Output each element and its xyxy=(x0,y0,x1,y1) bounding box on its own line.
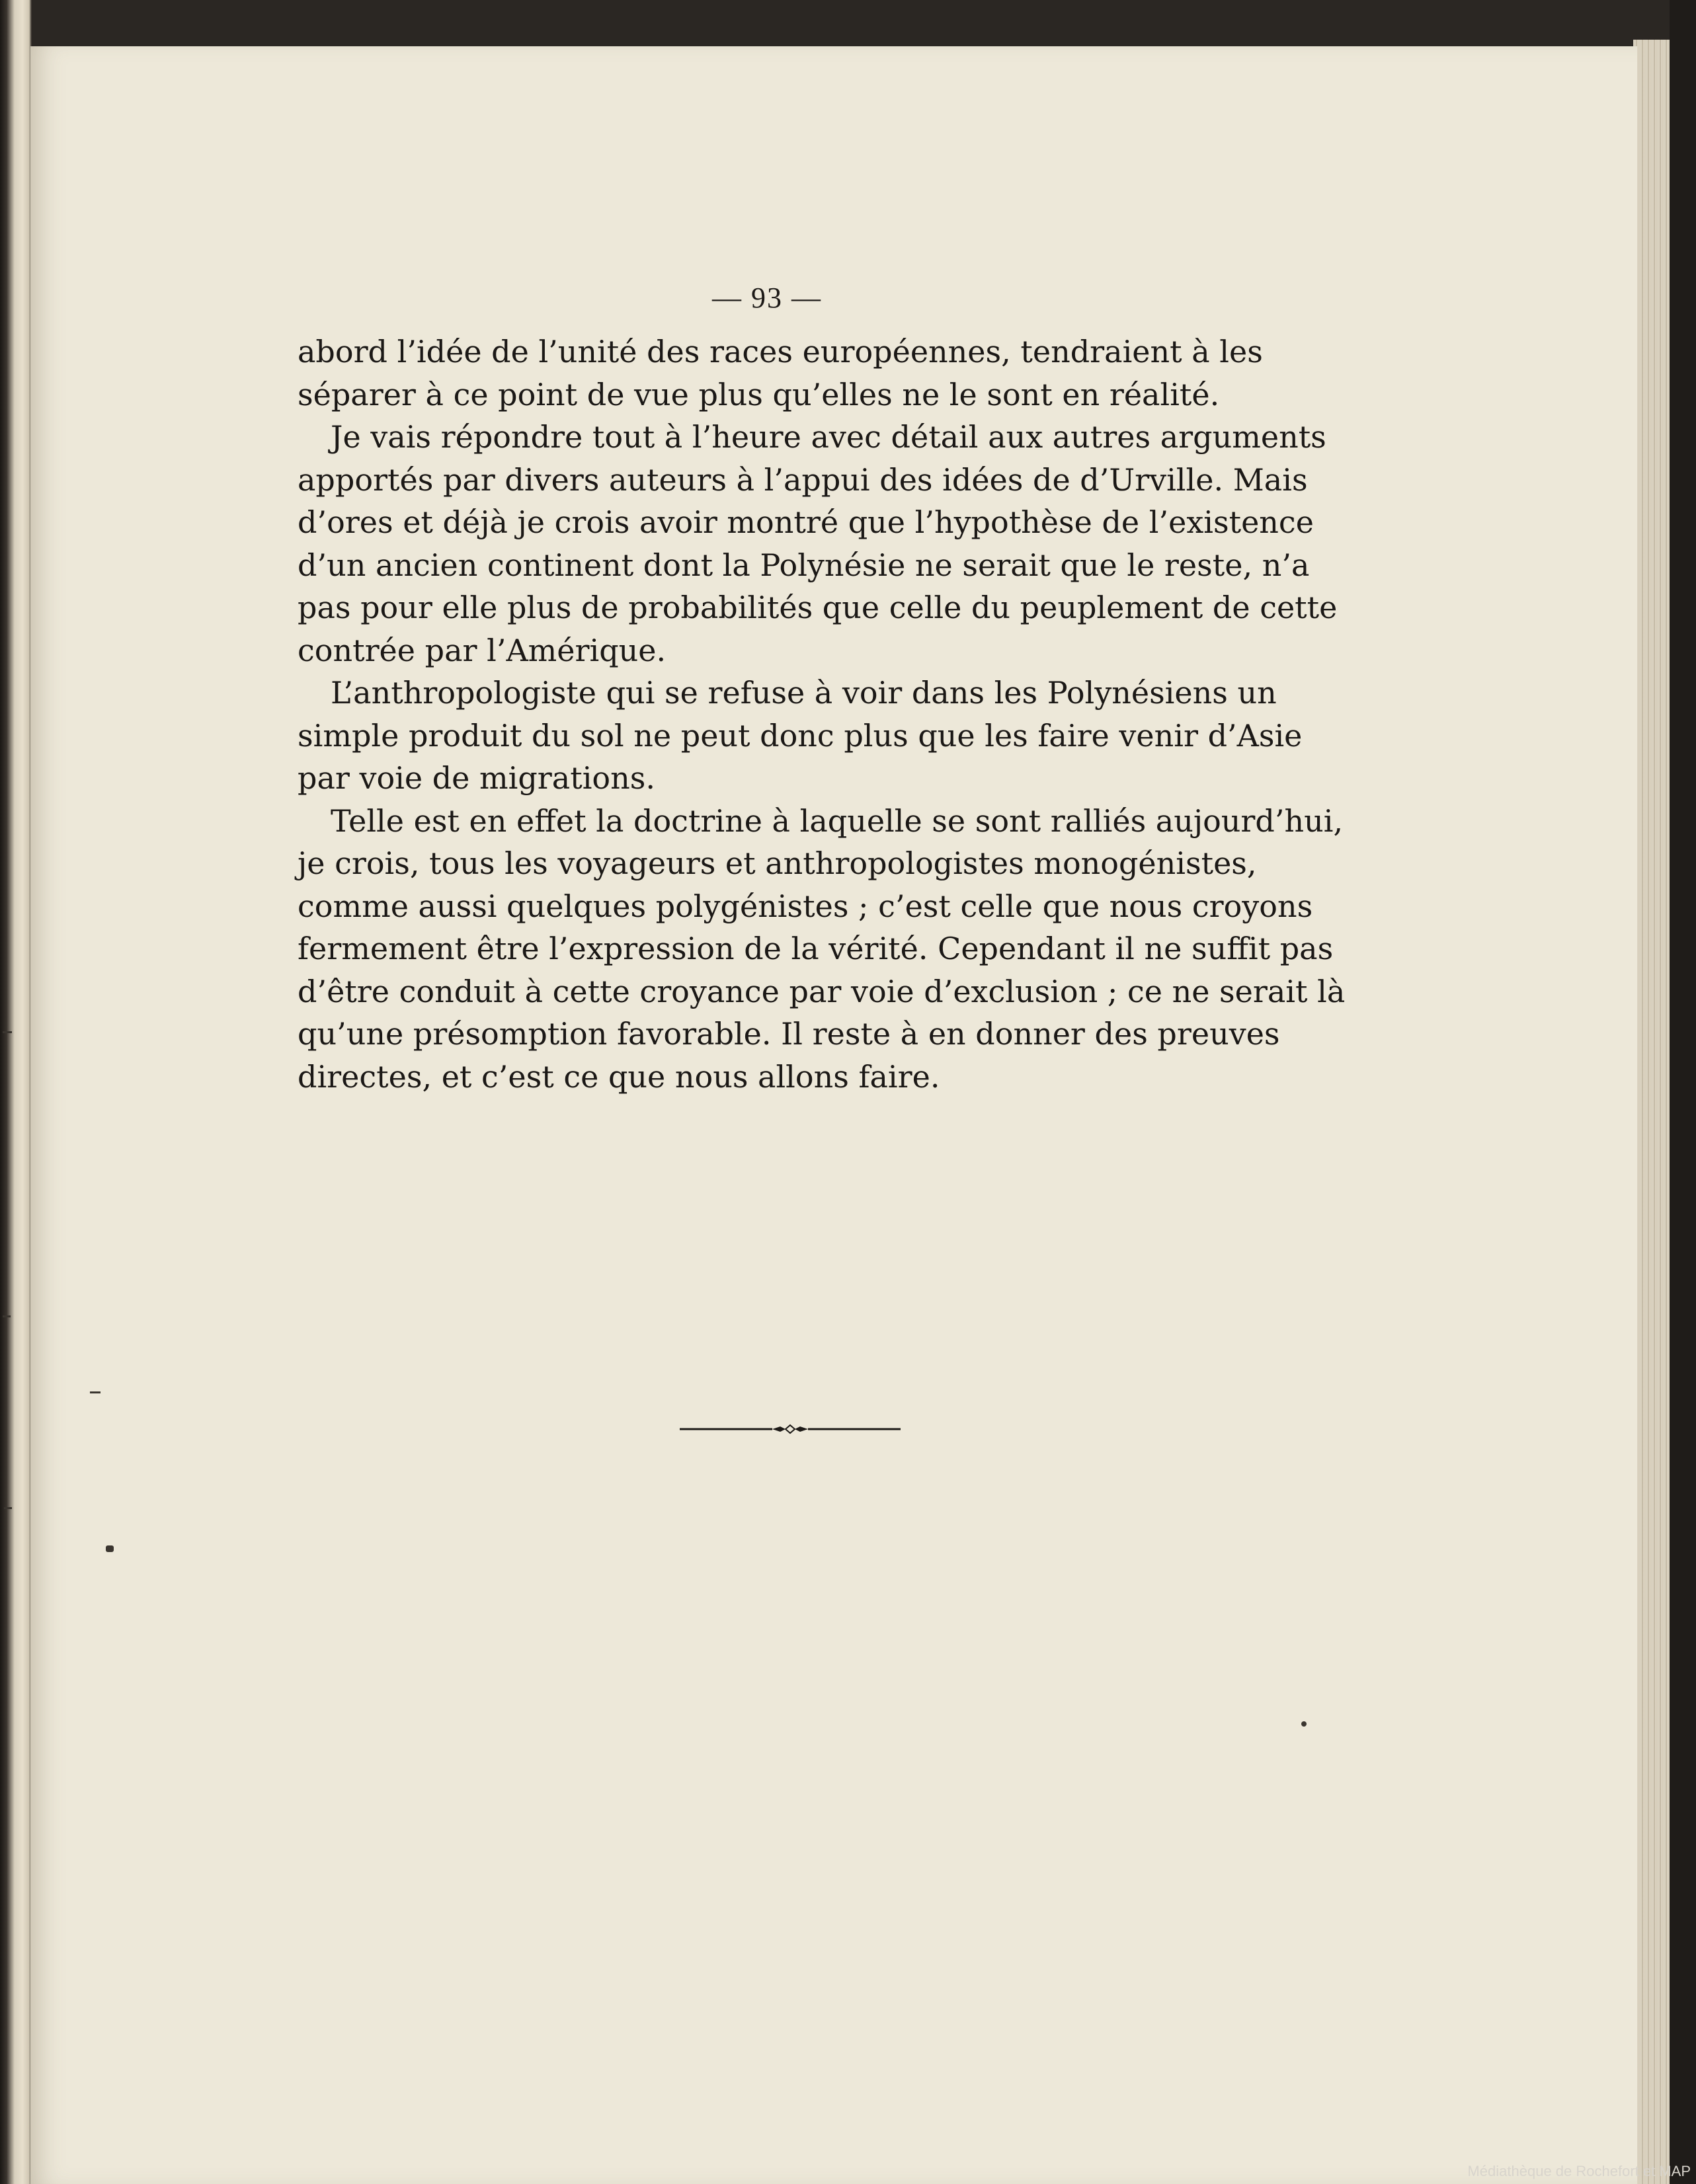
scan-credit: Médiathèque de Rochefort et MAP xyxy=(1467,2163,1691,2179)
paragraph xyxy=(298,416,1338,672)
page-stack-edge xyxy=(1633,40,1670,2184)
text-line: d’un ancien continent dont la Polynésie ne serait que le reste, n’a xyxy=(298,547,1310,583)
text-line: d’être conduit à cette croyance par voie d’exclusion ; ce ne serait là xyxy=(298,973,1346,1009)
text-line: Je vais répondre tout à l’heure avec détail aux autres arguments xyxy=(331,419,1326,455)
text-line: séparer à ce point de vue plus qu’elles ne le sont en réalité. xyxy=(298,376,1220,412)
margin-mark xyxy=(4,1507,12,1509)
text-line: Telle est en effet la doctrine à laquelle se sont ralliés aujourd’hui, xyxy=(331,802,1344,839)
margin-mark xyxy=(3,1031,12,1033)
margin-speck xyxy=(1301,1721,1307,1727)
page-body xyxy=(298,331,1346,1098)
text-line: contrée par l’Amérique. xyxy=(298,632,666,668)
page-number: — 93 — xyxy=(712,282,822,314)
previous-page-edge xyxy=(0,0,32,2184)
text-line: apportés par divers auteurs à l’appui des idées de d’Urville. Mais xyxy=(298,461,1308,498)
end-ornament-icon xyxy=(680,1423,901,1436)
text-line: je crois, tous les voyageurs et anthropologistes monogénistes, xyxy=(298,845,1257,881)
text-line: directes, et c’est ce que nous allons faire. xyxy=(298,1058,940,1095)
scan-background-right xyxy=(1670,0,1696,2184)
text-line: d’ores et déjà je crois avoir montré que l’hypothèse de l’existence xyxy=(298,504,1314,540)
text-line: L’anthropologiste qui se refuse à voir dans les Polynésiens un xyxy=(331,675,1277,711)
text-line: comme aussi quelques polygénistes ; c’est celle que nous croyons xyxy=(298,888,1313,924)
margin-speck xyxy=(106,1545,114,1552)
text-line: par voie de migrations. xyxy=(298,760,655,796)
text-line: abord l’idée de l’unité des races européennes, tendraient à les xyxy=(298,334,1263,370)
text-line: pas pour elle plus de probabilités que celle du peuplement de cette xyxy=(298,590,1338,625)
paragraph xyxy=(298,800,1346,1099)
paragraph xyxy=(298,331,1263,416)
margin-mark xyxy=(90,1391,101,1393)
text-line: fermement être l’expression de la vérité. Cependant il ne suffit pas xyxy=(298,931,1334,966)
paragraph xyxy=(298,672,1303,800)
scan-background-top xyxy=(0,0,1696,46)
text-line: simple produit du sol ne peut donc plus que les faire venir d’Asie xyxy=(298,717,1303,754)
margin-mark xyxy=(3,1315,11,1317)
text-line: qu’une présomption favorable. Il reste à en donner des preuves xyxy=(298,1016,1280,1052)
